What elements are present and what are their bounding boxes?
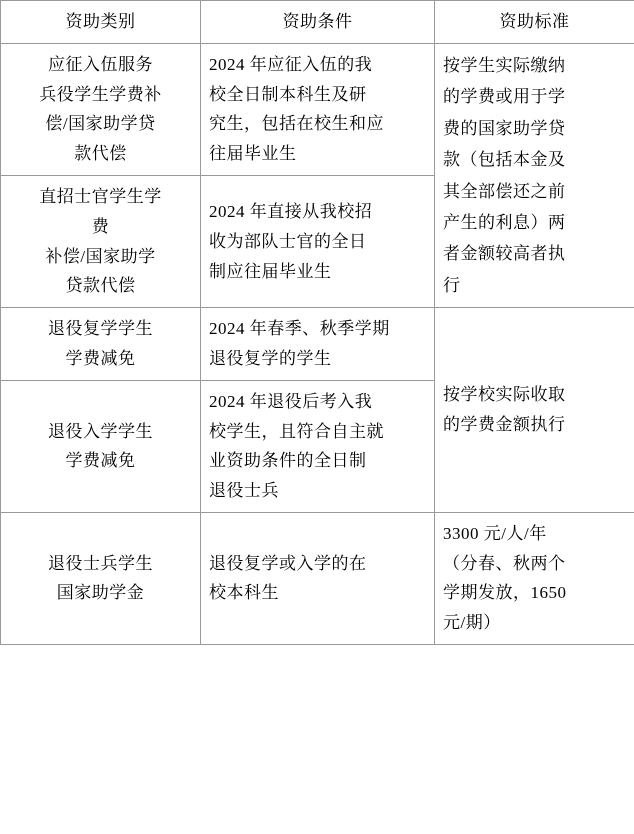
text-line: 校本科生 bbox=[209, 583, 279, 603]
category-lines-2 bbox=[9, 314, 192, 374]
text-line: 的学费金额执行 bbox=[443, 415, 566, 434]
text-line: 业资助条件的全日制 bbox=[209, 451, 367, 471]
text-line: 的学费或用于学 bbox=[443, 87, 566, 107]
cell-condition bbox=[201, 176, 435, 308]
category-lines-1 bbox=[9, 182, 192, 301]
text-line: 按学生实际缴纳 bbox=[443, 55, 566, 75]
text-line: 退役复学或入学的在 bbox=[209, 553, 367, 573]
cell-condition bbox=[201, 308, 435, 381]
condition-lines-3 bbox=[209, 387, 426, 506]
text-line: 校全日制本科生及研 bbox=[209, 84, 367, 104]
condition-lines-2 bbox=[209, 314, 426, 374]
table-row bbox=[1, 512, 634, 644]
text-line: 退役入学学生 bbox=[48, 421, 153, 441]
text-line: 按学校实际收取 bbox=[443, 385, 566, 405]
text-line: 收为部队士官的全日 bbox=[209, 231, 367, 251]
text-line: （分春、秋两个 bbox=[443, 553, 566, 573]
text-line: 补偿/国家助学 bbox=[45, 246, 156, 266]
text-line: 往届毕业生 bbox=[209, 144, 297, 164]
table-row bbox=[1, 43, 634, 175]
standard-lines-4 bbox=[443, 519, 626, 638]
text-line: 退役复学学生 bbox=[48, 319, 153, 339]
text-line: 行 bbox=[443, 275, 461, 295]
text-line: 产生的利息）两 bbox=[443, 212, 566, 232]
condition-lines-0 bbox=[209, 50, 426, 169]
text-line: 退役士兵学生 bbox=[48, 553, 153, 573]
text-line: 款（包括本金及 bbox=[443, 150, 566, 170]
text-line: 应征入伍服务 bbox=[48, 54, 153, 74]
category-lines-3 bbox=[9, 417, 192, 477]
table-header-row bbox=[1, 1, 634, 44]
column-header-standard: 资助标准 bbox=[435, 1, 634, 44]
text-line: 费的国家助学贷 bbox=[443, 118, 566, 138]
text-line: 费 bbox=[91, 216, 110, 236]
text-line: 国家助学金 bbox=[56, 583, 145, 603]
text-line: 究生，包括在校生和应 bbox=[209, 114, 384, 134]
condition-lines-4 bbox=[209, 549, 426, 609]
text-line: 2024 年退役后考入我 bbox=[209, 391, 373, 411]
condition-lines-1 bbox=[209, 197, 426, 286]
text-line: 制应往届毕业生 bbox=[209, 261, 332, 281]
cell-category bbox=[1, 43, 201, 175]
category-lines-4 bbox=[9, 549, 192, 609]
text-line: 学费减免 bbox=[65, 349, 136, 368]
cell-standard bbox=[435, 512, 634, 644]
category-lines-0 bbox=[9, 50, 192, 169]
cell-condition bbox=[201, 43, 435, 175]
column-header-condition: 资助条件 bbox=[201, 1, 435, 44]
cell-condition bbox=[201, 512, 435, 644]
text-line: 元/期） bbox=[443, 613, 501, 632]
text-line: 兵役学生学费补 bbox=[39, 84, 162, 104]
text-line: 3300 元/人/年 bbox=[443, 523, 547, 543]
text-line: 2024 年应征入伍的我 bbox=[209, 54, 373, 74]
text-line: 者金额较高者执 bbox=[443, 244, 566, 264]
cell-condition bbox=[201, 380, 435, 512]
text-line: 贷款代偿 bbox=[65, 276, 136, 296]
cell-standard bbox=[435, 43, 634, 308]
text-line: 其全部偿还之前 bbox=[443, 181, 566, 201]
cell-category bbox=[1, 308, 201, 381]
text-line: 款代偿 bbox=[74, 144, 127, 164]
cell-category bbox=[1, 380, 201, 512]
column-header-category: 资助类别 bbox=[1, 1, 201, 44]
text-line: 2024 年春季、秋季学期 bbox=[209, 319, 390, 339]
cell-category bbox=[1, 512, 201, 644]
text-line: 2024 年直接从我校招 bbox=[209, 202, 373, 221]
table-row bbox=[1, 308, 634, 381]
text-line: 学期发放，1650 bbox=[443, 583, 567, 603]
cell-standard bbox=[435, 308, 634, 513]
cell-category bbox=[1, 176, 201, 308]
text-line: 退役复学的学生 bbox=[209, 349, 332, 368]
text-line: 直招士官学生学 bbox=[39, 187, 162, 207]
text-line: 退役士兵 bbox=[209, 481, 279, 500]
text-line: 偿/国家助学贷 bbox=[45, 114, 156, 134]
text-line: 校学生，且符合自主就 bbox=[209, 421, 384, 441]
text-line: 学费减免 bbox=[65, 451, 136, 471]
standard-lines-0 bbox=[443, 50, 626, 302]
standard-lines-2 bbox=[443, 380, 626, 440]
